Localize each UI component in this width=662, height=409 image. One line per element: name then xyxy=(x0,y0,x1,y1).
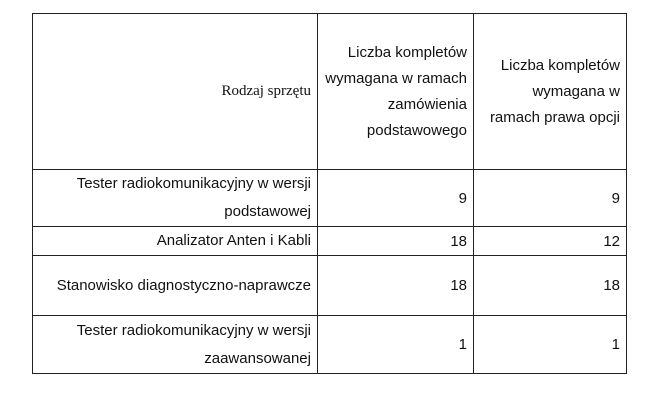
equipment-table xyxy=(32,13,627,374)
equipment-name: Tester radiokomunikacyjny w wersji podstawowej xyxy=(33,170,318,227)
table-header-row xyxy=(33,14,627,170)
basic-count: 18 xyxy=(318,227,474,256)
header-equipment-type: Rodzaj sprzętu xyxy=(33,14,318,170)
option-count: 1 xyxy=(474,316,627,374)
option-count: 18 xyxy=(474,256,627,316)
equipment-name: Stanowisko diagnostyczno-naprawcze xyxy=(33,256,318,316)
table-row xyxy=(33,316,627,374)
equipment-name: Tester radiokomunikacyjny w wersji zaawansowanej xyxy=(33,316,318,374)
table-row xyxy=(33,256,627,316)
header-option-right-count: Liczba kompletów wymagana w ramach prawa opcji xyxy=(474,14,627,170)
header-basic-order-count: Liczba kompletów wymagana w ramach zamówienia podstawowego xyxy=(318,14,474,170)
table-row xyxy=(33,227,627,256)
basic-count: 9 xyxy=(318,170,474,227)
table-row xyxy=(33,170,627,227)
option-count: 9 xyxy=(474,170,627,227)
basic-count: 1 xyxy=(318,316,474,374)
equipment-name: Analizator Anten i Kabli xyxy=(33,227,318,256)
option-count: 12 xyxy=(474,227,627,256)
basic-count: 18 xyxy=(318,256,474,316)
